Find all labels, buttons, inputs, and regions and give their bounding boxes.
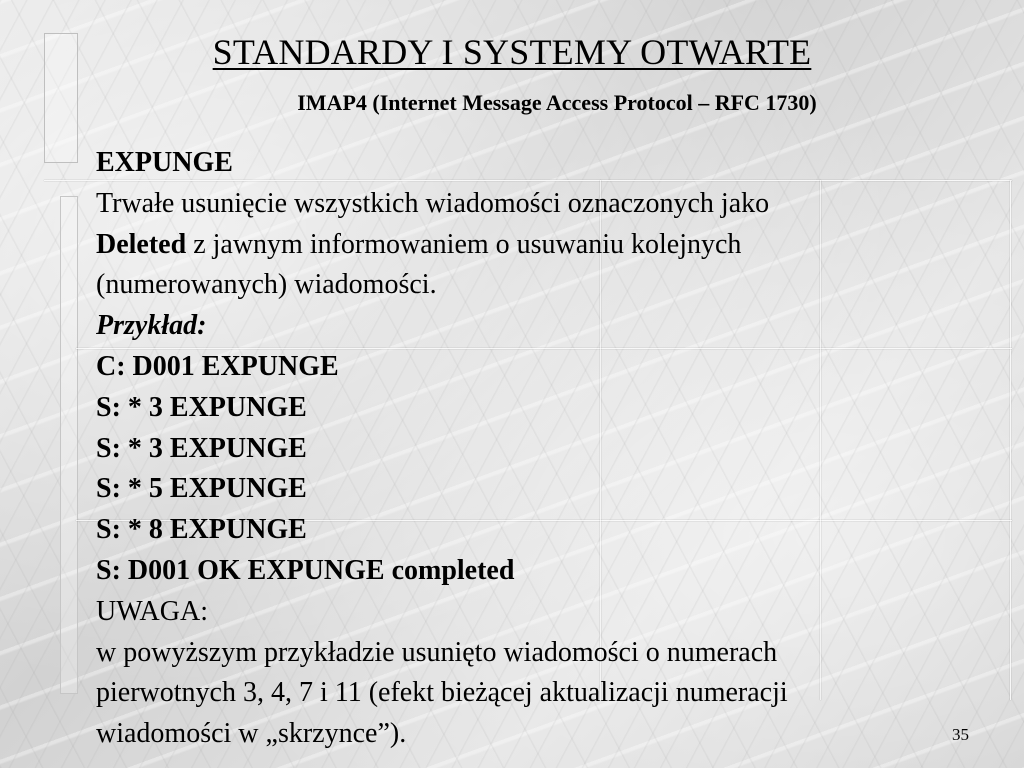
note-line: pierwotnych 3, 4, 7 i 11 (efekt bieżącej aktualizacji numeracji — [96, 677, 788, 709]
description-line — [96, 225, 976, 266]
decorative-frame-left-mid — [60, 196, 78, 694]
example-line: S: * 8 EXPUNGE — [96, 514, 307, 546]
slide-content — [96, 143, 976, 755]
page-number: 35 — [952, 725, 969, 744]
description-text: z jawnym informowaniem o usuwaniu kolejnych — [186, 228, 742, 260]
example-line: C: D001 EXPUNGE — [96, 350, 339, 382]
example-line: S: * 5 EXPUNGE — [96, 473, 307, 505]
command-heading: EXPUNGE — [96, 147, 233, 178]
deleted-flag-term: Deleted — [96, 228, 187, 260]
note-label: UWAGA: — [96, 595, 208, 627]
slide-subtitle: IMAP4 (Internet Message Access Protocol – RFC 1730) — [297, 90, 817, 115]
note-line: wiadomości w „skrzynce”). — [96, 718, 407, 750]
decorative-line-vertical — [1010, 180, 1011, 700]
example-line: S: D001 OK EXPUNGE completed — [96, 554, 515, 586]
description-line: Trwałe usunięcie wszystkich wiadomości oznaczonych jako — [96, 187, 770, 219]
example-label: Przykład: — [96, 310, 207, 342]
example-line: S: * 3 EXPUNGE — [96, 432, 307, 464]
note-line: w powyższym przykładzie usunięto wiadomości o numerach — [96, 636, 778, 668]
example-line: S: * 3 EXPUNGE — [96, 391, 307, 423]
description-line: (numerowanych) wiadomości. — [96, 269, 437, 301]
slide-title: STANDARDY I SYSTEMY OTWARTE — [212, 32, 812, 72]
